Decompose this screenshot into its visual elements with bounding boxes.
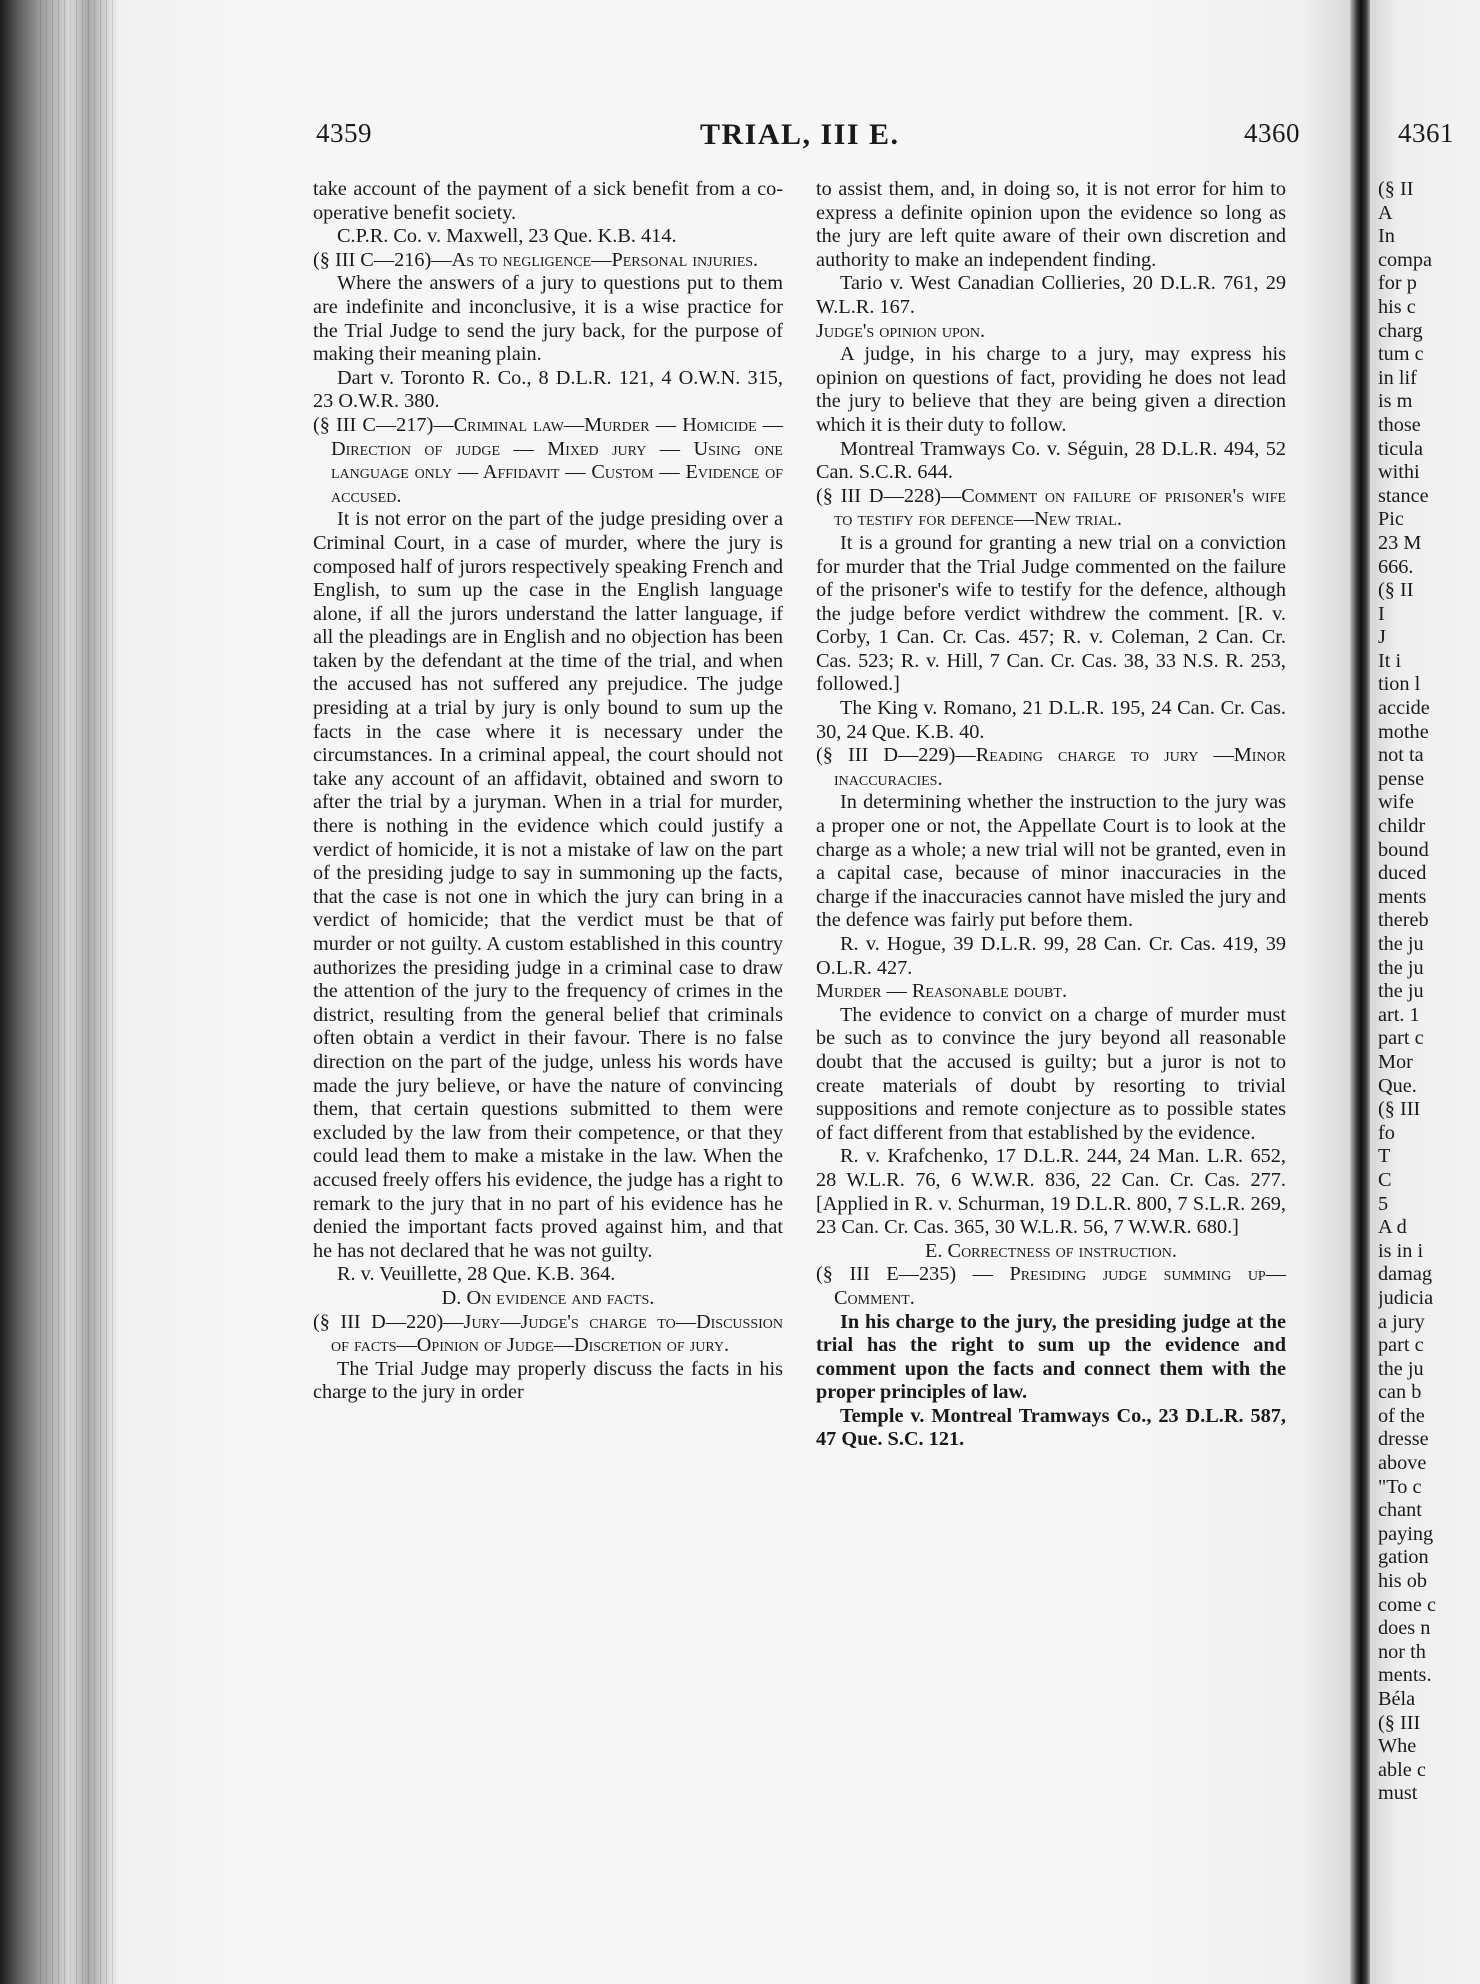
next-page-line: bound	[1378, 838, 1429, 861]
next-page-line: the ju	[1378, 956, 1424, 979]
paragraph: The Trial Judge may properly discuss the facts in his charge to the jury in order	[313, 1357, 783, 1404]
subheading: Judge's opinion upon.	[816, 319, 986, 342]
paragraph: Where the answers of a jury to questions put to them are indefinite and inconclusive, it is a wise practice for the Trial Judge to send the jury back, for the purpose of making their meaning plain.	[313, 272, 783, 366]
next-page-line: dresse	[1378, 1428, 1429, 1451]
next-page-line: J	[1378, 626, 1386, 649]
next-page-line: (§ III	[1378, 1098, 1421, 1121]
page-number-left: 4359	[316, 118, 372, 148]
division-heading: E. Correctness of instruction.	[925, 1239, 1177, 1262]
next-page-line: (§ II	[1378, 178, 1414, 200]
paragraph: The evidence to convict on a charge of murder must be such as to convince the jury beyond all reasonable doubt that the accused is guilty; but a juror is not to create materials of doubt by resorting to trivial suppositions and remote conjecture as to possible states of fact different from that established by the evidence.	[816, 1003, 1286, 1144]
paragraph-continued: take account of the payment of a sick benefit from a co-operative benefit society.	[313, 178, 783, 224]
next-page-line: tion l	[1378, 673, 1421, 696]
right-text-column	[816, 178, 1286, 1452]
next-page-line: compa	[1378, 248, 1433, 271]
next-page-line: is in i	[1378, 1239, 1424, 1262]
next-page-line: judicia	[1378, 1286, 1434, 1309]
next-page-line: 5	[1378, 1192, 1389, 1215]
next-page-line: withi	[1378, 461, 1420, 484]
paragraph: It is a ground for granting a new trial on a conviction for murder that the Trial Judge commented on the failure of the prisoner's wife to testify for the defence, although the judge before verdict withdrew the comment. [R. v. Corby, 1 Can. Cr. Cas. 457; R. v. Coleman, 2 Can. Cr. Cas. 523; R. v. Hill, 7 Can. Cr. Cas. 38, 33 N.S. R. 253, followed.]	[816, 531, 1286, 696]
next-page-line: for p	[1378, 272, 1417, 295]
next-page-line: the ju	[1378, 933, 1424, 955]
next-page-line: It i	[1378, 649, 1402, 672]
page-edges	[40, 0, 120, 1984]
next-page-line: damag	[1378, 1263, 1433, 1286]
case-citation: R. v. Hogue, 39 D.L.R. 99, 28 Can. Cr. Cas. 419, 39 O.L.R. 427.	[816, 933, 1286, 979]
paragraph: A judge, in his charge to a jury, may express his opinion on questions of fact, providing he does not lead the jury to believe that they are being given a direction which it is their duty to follow.	[816, 343, 1286, 436]
case-citation: R. v. Krafchenko, 17 D.L.R. 244, 24 Man. L.R. 652, 28 W.L.R. 76, 6 W.W.R. 836, 22 Can. Cr. Cas. 277. [Applied in R. v. Schurman, 19 D.L.R. 800, 7 S.L.R. 269, 23 Can. Cr. Cas. 365, 30 W.L.R. 56, 7 W.W.R. 680.]	[816, 1145, 1286, 1239]
next-page-line: not ta	[1378, 744, 1424, 767]
next-page-line: nor th	[1378, 1640, 1426, 1663]
next-page-line: his c	[1378, 295, 1416, 318]
next-page-line: ments	[1378, 885, 1427, 908]
section-heading: (§ III E—235) — Presiding judge summing up—Comment.	[816, 1263, 1286, 1309]
next-page-line: of the	[1378, 1404, 1425, 1427]
page-number-next: 4361	[1398, 118, 1454, 148]
next-page-line: Béla	[1378, 1688, 1416, 1710]
next-page-line: Whe	[1378, 1735, 1417, 1758]
subheading: Murder — Reasonable doubt.	[816, 980, 1068, 1003]
paragraph: In determining whether the instruction to the jury was a proper one or not, the Appellate Court is to look at the charge as a whole; a new trial will not be granted, even in a capital case, because of minor inaccuracies in the charge if the inaccuracies cannot have misled the jury and the defence was fairly put before them.	[816, 791, 1286, 932]
next-page-line: pense	[1378, 767, 1425, 790]
next-page-line: (§ III	[1378, 1711, 1421, 1734]
next-page-line: 666.	[1378, 555, 1414, 578]
next-page-line: the ju	[1378, 1357, 1424, 1380]
next-page-text-fragments	[1378, 178, 1480, 1806]
next-page-line: art. 1	[1378, 1003, 1420, 1026]
next-page-line: come c	[1378, 1593, 1436, 1616]
case-citation: Dart v. Toronto R. Co., 8 D.L.R. 121, 4 O.W.N. 315, 23 O.W.R. 380.	[313, 366, 783, 413]
case-citation: C.P.R. Co. v. Maxwell, 23 Que. K.B. 414.	[337, 225, 677, 248]
next-page-line: charg	[1378, 319, 1423, 342]
next-page-line: 23 M	[1378, 531, 1422, 554]
next-page-line: in lif	[1378, 366, 1417, 389]
case-citation: R. v. Veuillette, 28 Que. K.B. 364.	[337, 1263, 616, 1286]
left-text-column	[313, 178, 783, 1405]
next-page-line: chant	[1378, 1499, 1422, 1522]
section-heading: (§ III C—217)—Criminal law—Murder — Homicide — Direction of judge — Mixed jury — Using one language only — Affidavit — Custom — Evidence of accused.	[313, 413, 783, 507]
next-page-line: a jury	[1378, 1310, 1425, 1333]
next-page-line: part c	[1378, 1027, 1424, 1050]
next-page-line: is m	[1378, 390, 1413, 413]
next-page-line: ments.	[1378, 1664, 1432, 1687]
next-page-line: ticula	[1378, 437, 1424, 460]
next-page-line: wife	[1378, 791, 1415, 814]
case-citation: The King v. Romano, 21 D.L.R. 195, 24 Can. Cr. Cas. 30, 24 Que. K.B. 40.	[816, 697, 1286, 743]
section-heading: (§ III D—229)—Reading charge to jury —Minor inaccuracies.	[816, 744, 1286, 790]
next-page-line: duced	[1378, 862, 1427, 885]
section-heading: (§ III D—220)—Jury—Judge's charge to—Discussion of facts—Opinion of Judge—Discretion of jury.	[313, 1310, 783, 1357]
next-page-line: "To c	[1378, 1475, 1422, 1498]
case-citation: Montreal Tramways Co. v. Séguin, 28 D.L.R. 494, 52 Can. S.C.R. 644.	[816, 437, 1286, 484]
paragraph: In his charge to the jury, the presiding judge at the trial has the right to sum up the evidence and comment upon the facts and connect them with the proper principles of law.	[816, 1310, 1286, 1404]
paragraph-continued: to assist them, and, in doing so, it is not error for him to express a definite opinion upon the evidence so long as the jury are left quite aware of their own discretion and authority to make an independent finding.	[816, 178, 1286, 271]
next-page-line: C	[1378, 1168, 1392, 1191]
next-page-line: Que.	[1378, 1074, 1417, 1097]
next-page-line: paying	[1378, 1522, 1434, 1545]
next-page-line: must	[1378, 1782, 1418, 1805]
next-page-line: stance	[1378, 484, 1429, 507]
page-number-right: 4360	[1244, 118, 1300, 148]
next-page-line: accide	[1378, 697, 1430, 720]
next-page-line: thereb	[1378, 909, 1429, 932]
next-page-line: his ob	[1378, 1570, 1428, 1593]
division-heading: D. On evidence and facts.	[441, 1286, 655, 1309]
next-page-line: part c	[1378, 1334, 1424, 1357]
next-page-line: above	[1378, 1452, 1427, 1475]
next-page-line: Pic	[1378, 508, 1404, 531]
next-page-line: childr	[1378, 815, 1426, 838]
section-heading: (§ III D—228)—Comment on failure of prisoner's wife to testify for defence—New trial.	[816, 484, 1286, 531]
next-page-line: (§ II	[1378, 579, 1414, 602]
next-page-line: mothe	[1378, 720, 1429, 743]
case-citation: Tario v. West Canadian Collieries, 20 D.L.R. 761, 29 W.L.R. 167.	[816, 272, 1286, 318]
next-page-line: can b	[1378, 1381, 1422, 1404]
next-page-line: fo	[1378, 1121, 1395, 1144]
next-page-line: does n	[1378, 1617, 1431, 1640]
next-page-line: those	[1378, 413, 1421, 436]
next-page-line: gation	[1378, 1546, 1429, 1569]
next-page-line: In	[1378, 225, 1395, 248]
book-gutter	[1350, 0, 1370, 1984]
next-page-line: Mor	[1378, 1050, 1413, 1073]
paragraph: It is not error on the part of the judge presiding over a Criminal Court, in a case of murder, where the jury is composed half of jurors respectively speaking French and English, to sum up the case in the English language alone, if all the jurors understand the latter language, if all the pleadings are in English and no objection has been taken by the defendant at the time of the trial, and when the accused has not suffered any prejudice. The judge presiding at a trial by jury is only bound to sum up the facts in the case where it is necessary under the circumstances. In a criminal appeal, the court should not take any account of an affidavit, obtained and sworn to after the trial by a juryman. When in a trial for murder, there is nothing in the evidence which could justify a verdict of homicide, it is not a mistake of law on the part of the presiding judge to say in summoning up the facts, that the case is not one in which the jury can bring in a verdict of homicide; that the verdict must be that of murder or not guilty. A custom established in this country authorizes the presiding judge in a criminal case to draw the attention of the jury to the frequency of crimes in the district, resulting from the general belief that criminals often obtain a verdict in their favour. There is no false direction on the part of the judge, unless his words have made the jury believe, or have the nature of convincing them, that certain questions submitted to them were excluded by the law from their competence, or that they could lead them to make a mistake in the law. When the accused freely offers his evidence, the judge has a right to remark to the jury that in no part of his evidence has he denied the important facts proved against him, and that he has not declared that he was not guilty.	[313, 508, 783, 1262]
section-heading: (§ III C—216)—As to negligence—Personal injuries.	[313, 248, 759, 271]
next-page-line: tum c	[1378, 343, 1424, 366]
next-page-line: the ju	[1378, 980, 1424, 1003]
next-page-line: able c	[1378, 1758, 1426, 1781]
next-page-line: T	[1378, 1145, 1391, 1168]
next-page-line: I	[1378, 602, 1385, 625]
next-page-line: A d	[1378, 1216, 1407, 1239]
running-title: TRIAL, III E.	[700, 118, 900, 151]
next-page-line: A	[1378, 201, 1393, 224]
case-citation: Temple v. Montreal Tramways Co., 23 D.L.R. 587, 47 Que. S.C. 121.	[816, 1404, 1286, 1451]
